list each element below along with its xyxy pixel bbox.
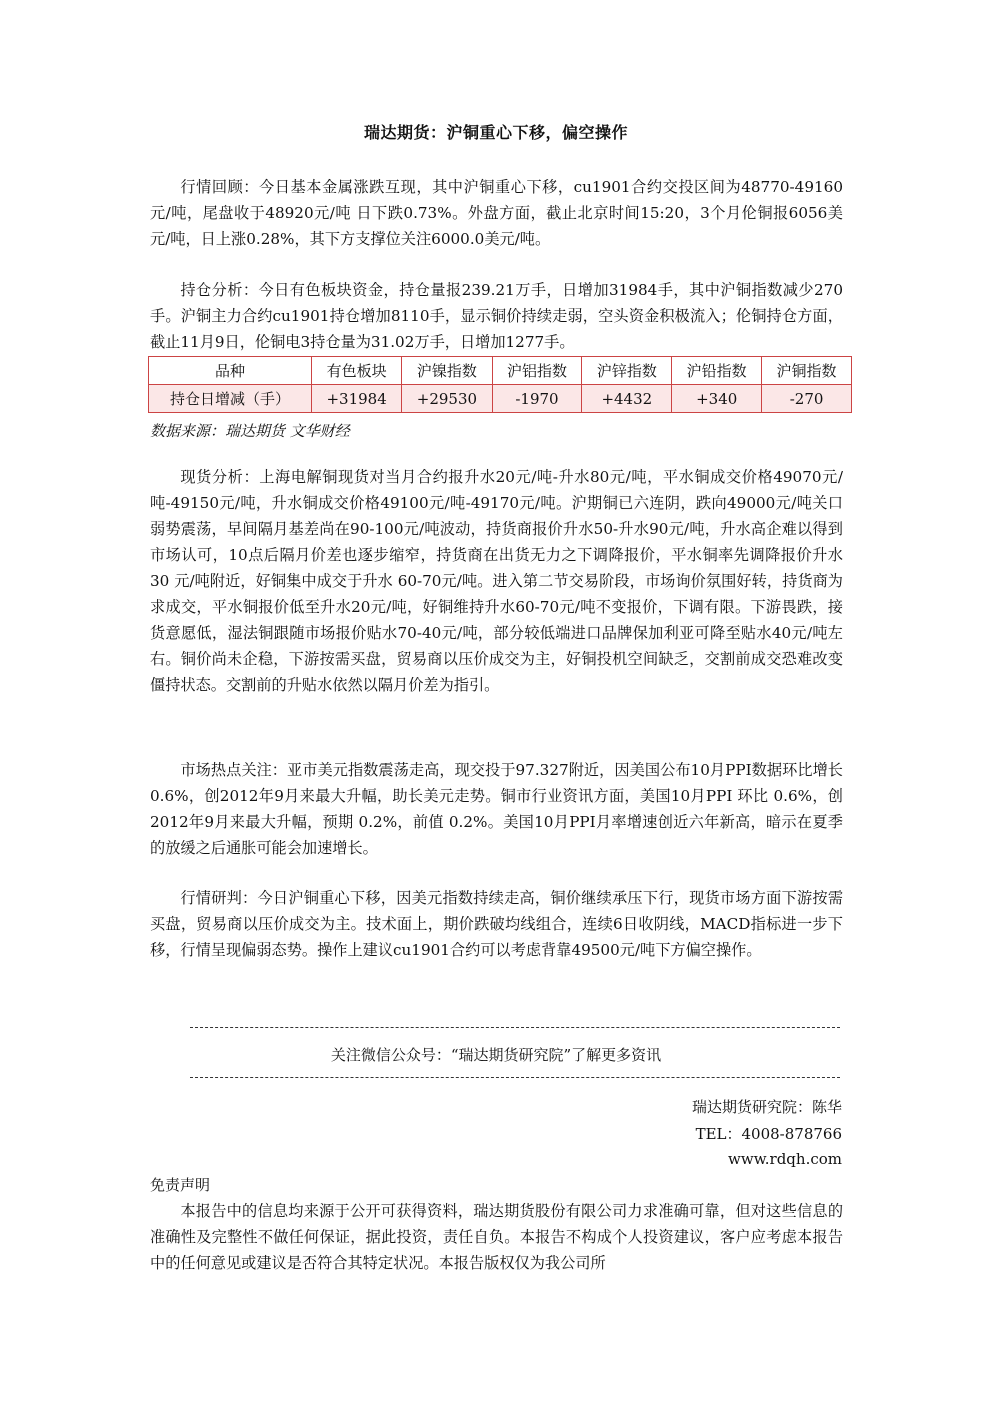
table-cell: -270 bbox=[762, 385, 852, 413]
table-header-row bbox=[149, 357, 852, 385]
telephone: TEL：4008-878766 bbox=[695, 1125, 842, 1143]
market-review-paragraph: 行情回顾：今日基本金属涨跌互现，其中沪铜重心下移，cu1901合约交投区间为48770-49160元/吨，尾盘收于48920元/吨 日下跌0.73%。外盘方面，截止北京时间15:20，3个月伦铜报6056美元/吨，日上涨0.28%，其下方支撑位关注6000.0美元/吨。 bbox=[150, 178, 843, 248]
table-cell: +4432 bbox=[582, 385, 672, 413]
table-header-cell: 沪镍指数 bbox=[402, 357, 492, 385]
disclaimer-text: 本报告中的信息均来源于公开可获得资料，瑞达期货股份有限公司力求准确可靠，但对这些信息的准确性及完整性不做任何保证，据此投资，责任自负。本报告不构成个人投资建议，客户应考虑本报告中的任何意见或建议是否符合其特定状况。本报告版权仅为我公司所 bbox=[150, 1202, 843, 1272]
data-source-note: 数据来源：瑞达期货 文华财经 bbox=[150, 422, 350, 440]
table-header-cell: 沪铜指数 bbox=[762, 357, 852, 385]
table-header-cell: 沪铝指数 bbox=[492, 357, 582, 385]
institute-signature: 瑞达期货研究院：陈华 bbox=[691, 1098, 842, 1116]
spot-analysis-paragraph: 现货分析：上海电解铜现货对当月合约报升水20元/吨-升水80元/吨，平水铜成交价格49070元/吨-49150元/吨，升水铜成交价格49100元/吨-49170元/吨。沪期铜已六连阴，跌向49000元/吨关口弱势震荡，早间隔月基差尚在90-100元/吨波动，持货商报价升水50-升水90元/吨，升水高企难以得到市场认可，10点后隔月价差也逐步缩窄，持货商在出货无力之下调降报价，平水铜率先调降报价升水 30 元/吨附近，好铜集中成交于升水 60-70元/吨。进入第二节交易阶段，市场询价氛围好转，持货商为求成交，平水铜报价低至升水20元/吨，好铜维持升水60-70元/吨不变报价，下调有限。下游畏跌，接货意愿低，湿法铜跟随市场报价贴水70-40元/吨，部分较低端进口品牌保加利亚可降至贴水40元/吨左右。铜价尚未企稳，下游按需买盘，贸易商以压价成交为主，好铜投机空间缺乏，交割前成交恐难改变僵持状态。交割前的升贴水依然以隔月价差为指引。 bbox=[150, 468, 843, 694]
market-hotspot-paragraph: 市场热点关注：亚市美元指数震荡走高，现交投于97.327附近，因美国公布10月PPI数据环比增长0.6%，创2012年9月来最大升幅，助长美元走势。铜市行业资讯方面，美国10月PPI 环比 0.6%，创2012年9月来最大升幅，预期 0.2%，前值 0.2%。美国10月PPI月率增速创近六年新高，暗示在夏季的放缓之后通胀可能会加速增长。 bbox=[150, 761, 843, 857]
table-header-cell: 品种 bbox=[149, 357, 312, 385]
table-header-cell: 沪铅指数 bbox=[672, 357, 762, 385]
divider-bottom bbox=[190, 1077, 840, 1078]
report-title: 瑞达期货：沪铜重心下移，偏空操作 bbox=[363, 123, 628, 142]
position-analysis-paragraph: 持仓分析：今日有色板块资金，持仓量报239.21万手，日增加31984手，其中沪铜指数减少270手。沪铜主力合约cu1901持仓增加8110手，显示铜价持续走弱，空头资金积极流入；伦铜持仓方面，截止11月9日，伦铜电3持仓量为31.02万手，日增加1277手。 bbox=[150, 281, 843, 351]
table-header-cell: 有色板块 bbox=[312, 357, 402, 385]
table-cell: +31984 bbox=[312, 385, 402, 413]
divider-top bbox=[190, 1027, 840, 1028]
disclaimer-title: 免责声明 bbox=[150, 1176, 211, 1194]
table-cell: +340 bbox=[672, 385, 762, 413]
market-outlook-paragraph: 行情研判：今日沪铜重心下移，因美元指数持续走高，铜价继续承压下行，现货市场方面下游按需买盘，贸易商以压价成交为主。技术面上，期价跌破均线组合，连续6日收阴线，MACD指标进一步下移，行情呈现偏弱态势。操作上建议cu1901合约可以考虑背靠49500元/吨下方偏空操作。 bbox=[150, 889, 843, 959]
table-cell: -1970 bbox=[492, 385, 582, 413]
table-cell: +29530 bbox=[402, 385, 492, 413]
table-row-label: 持仓日增减（手） bbox=[149, 385, 312, 413]
wechat-notice: 关注微信公众号：“瑞达期货研究院”了解更多资讯 bbox=[330, 1046, 662, 1064]
website-link[interactable]: www.rdqh.com bbox=[728, 1150, 842, 1168]
table-header-cell: 沪锌指数 bbox=[582, 357, 672, 385]
table-row bbox=[149, 385, 852, 413]
open-interest-table bbox=[148, 356, 852, 413]
